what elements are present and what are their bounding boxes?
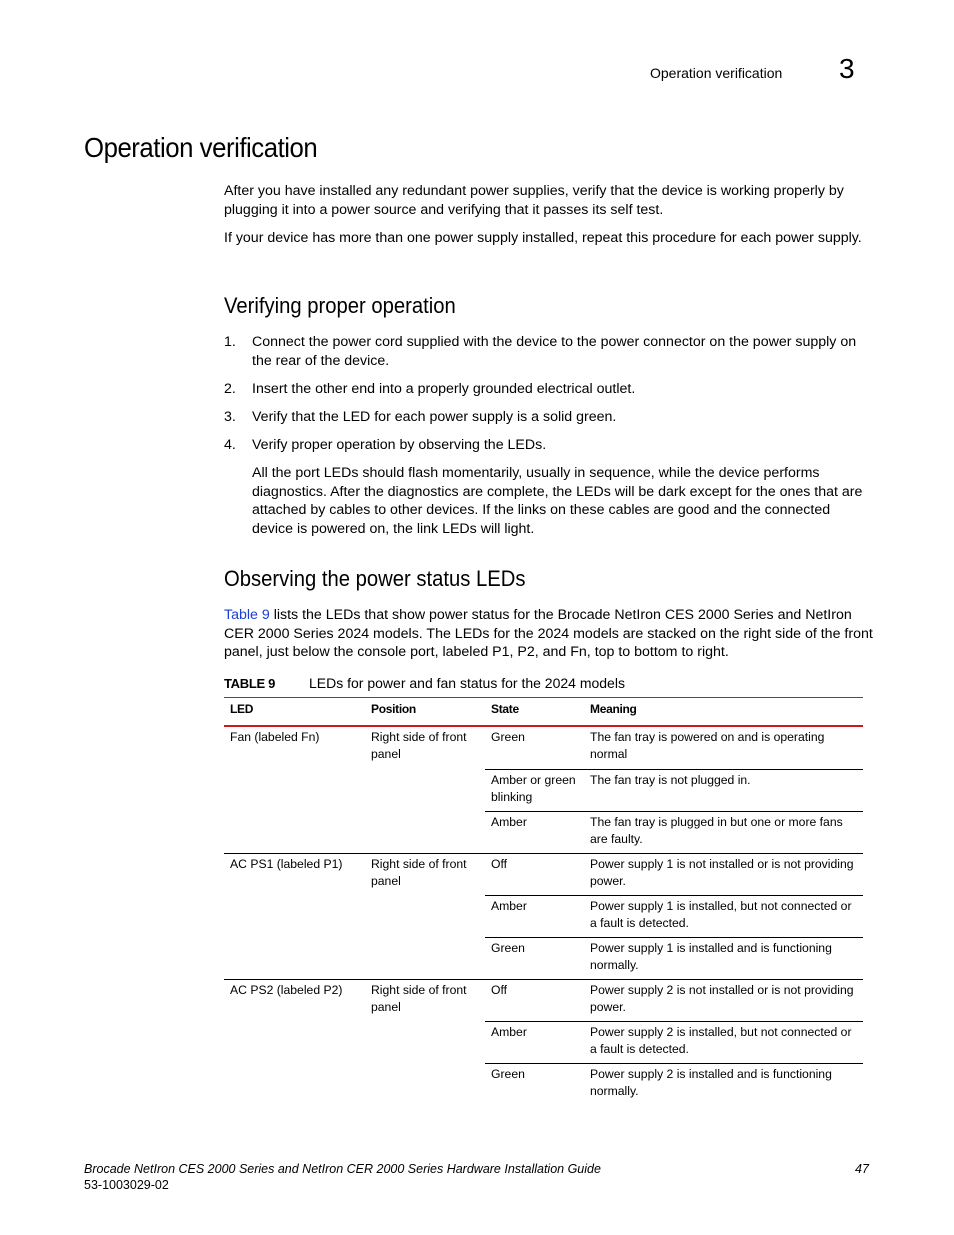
section-heading-observing: Observing the power status LEDs	[224, 566, 526, 591]
footer-page-number: 47	[855, 1162, 869, 1176]
step-number: 2.	[224, 381, 236, 397]
row-divider	[485, 1021, 863, 1022]
table-cell-meaning: The fan tray is plugged in but one or more fans are faulty.	[590, 815, 843, 846]
section-heading-verifying: Verifying proper operation	[224, 293, 456, 318]
intro-paragraph-1: After you have installed any redundant power supplies, verify that the device is working properly by plugging it into a power source and verifying that it passes its self test.	[224, 183, 844, 218]
row-divider	[485, 811, 863, 812]
table-cell-meaning: Power supply 1 is installed, but not connected or a fault is detected.	[590, 899, 852, 930]
table-cell-state: Off	[491, 857, 508, 871]
column-header-led: LED	[230, 702, 254, 716]
table-cell-meaning: Power supply 2 is not installed or is not providing power.	[590, 983, 854, 1014]
table-cell-state: Green	[491, 1067, 525, 1081]
table-cell-meaning: Power supply 1 is installed and is functioning normally.	[590, 941, 832, 972]
step-text: Verify that the LED for each power supply is a solid green.	[252, 409, 617, 425]
intro-paragraph-2: If your device has more than one power supply installed, repeat this procedure for each power supply.	[224, 230, 862, 246]
page-title: Operation verification	[84, 132, 318, 163]
table-cell-led: AC PS1 (labeled P1)	[230, 857, 343, 871]
table-caption-text: LEDs for power and fan status for the 2024 models	[309, 675, 625, 691]
running-header-title: Operation verification	[650, 65, 783, 81]
table-cell-state: Green	[491, 941, 525, 955]
step-text: Verify proper operation by observing the LEDs.	[252, 437, 547, 453]
step-4-note: All the port LEDs should flash momentarily, usually in sequence, while the device performs diagnostics. After the diagnostics are complete, the LEDs will be dark except for the ones that are attached by cables to other devices. If the links on these cables are good and the connected device is powered on, the link LEDs will light.	[252, 465, 863, 537]
table-cell-state: Amber	[491, 899, 527, 913]
footer-guide-title: Brocade NetIron CES 2000 Series and NetIron CER 2000 Series Hardware Installation Guide	[84, 1162, 601, 1176]
step-text: Insert the other end into a properly grounded electrical outlet.	[252, 381, 636, 397]
table-caption	[224, 675, 625, 691]
table-9-link[interactable]: Table 9	[224, 607, 270, 623]
observing-paragraph-text: lists the LEDs that show power status for the Brocade NetIron CES 2000 Series and NetIron CER 2000 Series 2024 models. The LEDs for the 2024 models are stacked on the right side of the front panel, just below the console port, labeled P1, P2, and Fn, top to bottom to right.	[224, 607, 873, 661]
step-number: 4.	[224, 437, 236, 453]
row-divider	[485, 1063, 863, 1064]
table-cell-position: Right side of front panel	[371, 730, 467, 761]
row-divider	[485, 937, 863, 938]
table-cell-meaning: Power supply 2 is installed, but not connected or a fault is detected.	[590, 1025, 852, 1056]
step-number: 1.	[224, 334, 236, 350]
table-cell-led: Fan (labeled Fn)	[230, 730, 320, 744]
table-cell-state: Amber	[491, 815, 527, 829]
table-cell-state: Green	[491, 730, 525, 744]
chapter-number: 3	[839, 53, 855, 84]
step-number: 3.	[224, 409, 236, 425]
table-top-rule	[224, 697, 863, 698]
table-cell-position: Right side of front panel	[371, 983, 467, 1014]
table-cell-meaning: The fan tray is powered on and is operating normal	[590, 730, 825, 761]
table-cell-state: Off	[491, 983, 508, 997]
observing-paragraph	[224, 606, 874, 662]
table-cell-meaning: Power supply 1 is not installed or is not providing power.	[590, 857, 854, 888]
footer-doc-number: 53-1003029-02	[84, 1178, 169, 1192]
table-label: TABLE 9	[224, 676, 276, 691]
table-cell-state: Amber or green blinking	[491, 773, 576, 804]
table-cell-state: Amber	[491, 1025, 527, 1039]
row-divider	[485, 895, 863, 896]
table-header-rule	[224, 725, 863, 727]
table-cell-meaning: The fan tray is not plugged in.	[590, 773, 751, 787]
group-divider	[224, 853, 863, 854]
table-cell-position: Right side of front panel	[371, 857, 467, 888]
column-header-state: State	[491, 702, 519, 716]
step-text: Connect the power cord supplied with the device to the power connector on the power supply on the rear of the device.	[252, 334, 857, 369]
group-divider	[224, 979, 863, 980]
table-cell-led: AC PS2 (labeled P2)	[230, 983, 343, 997]
column-header-meaning: Meaning	[590, 702, 637, 716]
column-header-position: Position	[371, 702, 416, 716]
table-cell-meaning: Power supply 2 is installed and is functioning normally.	[590, 1067, 832, 1098]
row-divider	[485, 769, 863, 770]
